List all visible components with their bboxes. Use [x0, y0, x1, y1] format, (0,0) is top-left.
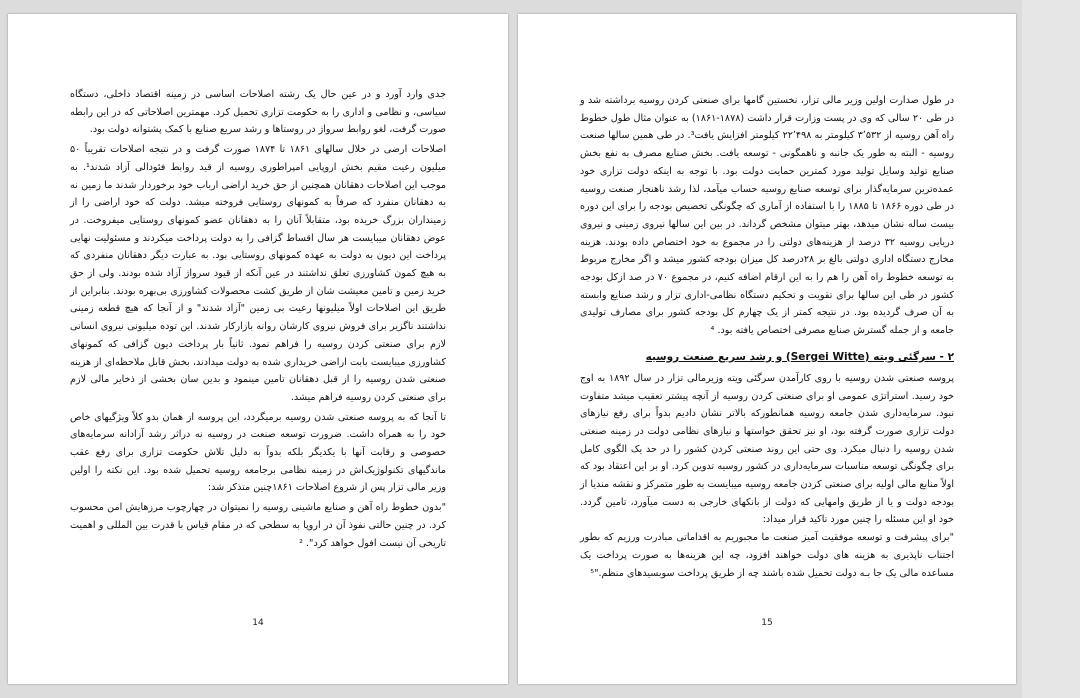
- quote-paragraph: "برای پیشرفت و توسعه موفقیت آمیز صنعت ما مجبوریم به اقداماتی مبادرت ورزیم که بطور اجتناب ناپذیری به هزینه های دولت خواهند افزود، چه این هزینه‌ها به صورت پرداخت یک مساعده مالی یک جا بـه دولت تحمیل شده باشند چه از طریق پرداخت سوبسیدهای منظم."⁵: [580, 532, 954, 579]
- page-number: 14: [252, 618, 264, 628]
- document-page-left: [8, 14, 508, 684]
- section-heading: ۲ - سرگئی ویته (Sergei Witte) و رشد سریع صنعت روسیه: [645, 350, 954, 363]
- scrollbar-area[interactable]: [1022, 0, 1080, 698]
- page-body-text: [70, 86, 446, 552]
- paragraph: اصلاحات ارضی در خلال سالهای ۱۸۶۱ تا ۱۸۷۴ صورت گرفت و در نتیجه اصلاحات تقریباً ۵۰ میلیون رعیت مقیم بخش اروپایی امپراطوری روسیه از قید روابط فئودالی آزاد شدند¹. به موجب این اصلاحات دهقانان همچنین از حق خرید اراضی ارباب خود برخوردار شدند ما زمین نه به دهقانان منفرد که صرفاً به کمونهای روستایی فروخته میشد. دولت که خود اراضی را از زمینداران بزرگ خریده بود، متقابلاً آنان را به دهقانان عضو کمونهای روستایی میفروخت. در عوض دهقانان میبایست هر سال اقساط گزافی را به دولت پرداخت میکردند و مسئولیت نهایی پرداخت این دیون به دولت به عهده کمونهای روستایی بود. به عبارت دیگر دهقانان منفردی که به هیچ کمون کشاورزی تعلق نداشتند در عین آنکه از قیود سرواژ آزاد شده بودند. ولی از حق خرید زمین و تامین معیشت شان از طریق کشت محصولات کشاورزی بی‌بهره بودند. بنابراین از طریق این اصلاحات اولاً میلیونها رعیت بی زمین "آزاد شدند" و از آنجا که هیچ قطعه زمینی نداشتند ناگزیر برای فروش نیروی کارشان روانه بازارکار شدند. این توده میلیونی نیروی انسانی لازم برای صنعتی کردن روسیه را فراهم نمود. ثانیاً بار پرداخت دیون گزافی که کمونهای کشاورزی میبایست بابت اراضی خریداری شده به دولت میدادند، بخش قابل ملاحظه‌ای از هزینه صنعتی شدن روسیه را از قبل دهقانان تامین مینمود و بدین سان بخشی از ذخایر مالی لازم برای صنعتی کردن روسیه فراهم میشد.: [70, 144, 446, 403]
- paragraph: پروسه صنعتی شدن روسیه با روی کارآمدن سرگئی ویته وزیرمالی تزار در سال ۱۸۹۲ به اوج خود رسید. استراتژی عمومی او برای صنعتی کردن روسیه از آنچه پیشتر تعقیب میشد متفاوت نبود. سرمایه‌داری شدن جامعه روسیه همانطورکه بالاتر نشان دادیم بدواً برای رفع نیازهای دولت تزاری صورت گرفته بود، او نیز تحقق خواستها و نیازهای نظامی دولت در زمینه صنعتی شدن روسیه را دنبال میکرد. وی حتی این روند صنعتی کردن کشور را در حد یک الگوی کامل برای چگونگی توسعه مناسبات سرمایه‌داری در کشور روسیه تدوین کرد. او بر این اعتقاد بود که اولاً منابع مالی اولیه برای صنعتی کردن جامعه روسیه میبایست به طور متمرکز و نقشه مندیا از بودجه دولت و یا از طریق وامهایی که دولت از بانکهای خارجی به دست میآورد، تامین گردد. خود او این مسئله را چنین مورد تاکید قرار میداد:: [580, 372, 955, 526]
- document-page-right: [518, 14, 1016, 684]
- page-number: 15: [761, 618, 773, 628]
- paragraph: جدی وارد آورد و در عین حال یک رشته اصلاحات اساسی در زمینه اقتصاد داخلی، دستگاه سیاسی، و نظامی و اداری را به حکومت تزاری تحمیل کرد. مهمترین اصلاحاتی که در این رابطه صورت گرفت، لغو روابط سرواژ در روستاها و رشد سریع صنایع با کمک پشتوانه دولت بود.: [70, 89, 446, 136]
- quote-paragraph: "بدون خطوط راه آهن و صنایع ماشینی روسیه را نمیتوان در چهارچوب مرزهایش امن محسوب کرد. در چنین حالتی نفوذ آن در اروپا به سطحی که در مقام قیاس با قدرت بین المللی و اهمیت تاریخی آن نیست افول خواهد کرد". ²: [70, 502, 446, 549]
- paragraph: تا آنجا که به پروسه صنعتی شدن روسیه برمیگردد، این پروسه از همان بدو کلاً ویژگیهای خاص خود را به همراه داشت. ضرورت توسعه صنعت در روسیه نه دراثر رشد آزادانه سرمایه‌های خصوصی و رقابت آنها با یکدیگر بلکه بدواً به دلیل تلاش حکومت تزاری برای رفع عقب ماندگیهای تکنولوژیک‌اش در زمینه نظامی برجامعه روسیه تحمیل شده بود. این نکته را اولین وزیر مالی تزار پس از شروع اصلاحات ۱۸۶۱چنین متذکر شد:: [70, 411, 446, 494]
- page-body-text: [580, 92, 954, 582]
- paragraph: در طول صدارت اولین وزیر مالی تزار، نخستین گامها برای صنعتی کردن روسیه برداشته شد و در طی ۲۰ سالی که وی در پست وزارت قرار داشت (۱۸۷۸-۱۸۶۱) به عنوان مثال طول خطوط راه آهن روسیه از ۳٬۵۳۲ کیلومتر به ۲۲٬۴۹۸ کیلومتر افزایش یافت³. در طی همین سالها صنعت روسیه - البته به طور یک جانبه و ناهمگونی - توسعه یافت. بخش صنایع مصرف به نفع بخش صنایع تولید وسایل تولید مورد کمترین حمایت دولت بود. با توجه به اینکه دولت تزاری خود عمده‌ترین سرمایه‌گذار برای توسعه صنایع روسیه حساب میآمد، لذا رشد ناهنجار صنعت روسیه در طی دوره ۱۸۶۶ تا ۱۸۸۵ را با استفاده از آماری که چگونگی تخصیص بودجه را برای این دوره بیست ساله نشان میدهد، بهتر میتوان مشخص گرداند. در بین این سالها نیروی زمینی و نیروی دریایی روسیه ۳۲ درصد از هزینه‌های دولتی را در مجموع به خود اختصاص داده بودند. هزینه مخارج دستگاه اداری دولتی بالغ بر ۲۸درصد کل میزان بودجه کشور میشد و اگر مخارج مربوط به توسعه خطوط راه آهن را هم را به این ارقام اضافه کنیم، در مجموع ۷۰ در صد ازکل بودجه کشور در طی این سالها برای تقویت و تحکیم دستگاه نظامی-اداری تزار و رشد صنایع وابسته به آن صرف گردیده بود. در نتیجه کمتر از یک چهارم کل بودجه کشور برای مصارف تولیدی جامعه و از جمله گسترش صنایع مصرفی اختصاص یافته بود. ⁴: [580, 95, 955, 337]
